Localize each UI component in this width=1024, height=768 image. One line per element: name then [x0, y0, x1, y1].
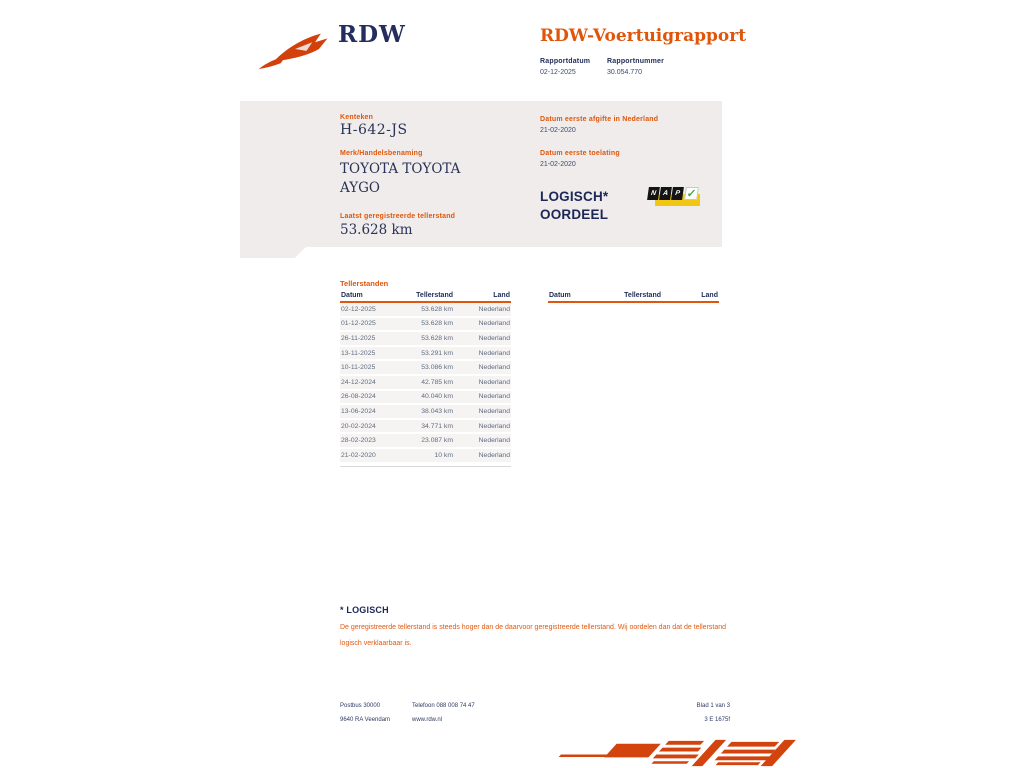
mileage-table-right: [548, 291, 719, 303]
col-tellerstand: Tellerstand: [416, 292, 453, 299]
table-cell: 53.291 km: [421, 349, 453, 357]
mileage-table-left: [340, 291, 511, 467]
table-bottom-rule: [340, 466, 511, 467]
table-cell: 34.771 km: [421, 422, 453, 430]
toelating-value: 21-02-2020: [540, 161, 576, 168]
afgifte-value: 21-02-2020: [540, 127, 576, 134]
table-cell: 21-02-2020: [341, 451, 376, 459]
table-cell: Nederland: [478, 364, 510, 372]
nap-logo: [648, 185, 702, 211]
footer-form-code: 3 E 1675f: [704, 717, 730, 723]
table-title: Tellerstanden: [340, 279, 389, 288]
report-title: RDW-Voertuigrapport: [540, 26, 747, 46]
footer-address-line1: Postbus 30000: [340, 703, 381, 709]
merk-value: TOYOTA TOYOTA AYGO: [340, 161, 461, 196]
table-cell: Nederland: [478, 320, 510, 328]
table-row: [340, 303, 511, 318]
tellerstand-label: Laatst geregistreerde tellerstand: [340, 213, 456, 220]
nap-letter-a: A: [659, 187, 672, 200]
table-cell: 53.628 km: [421, 334, 453, 342]
table-cell: 02-12-2025: [341, 305, 376, 313]
table-header-row: [548, 291, 719, 303]
report-number-value: 30.054.770: [607, 69, 643, 76]
footer-phone: Telefoon 088 008 74 47: [412, 703, 475, 709]
afgifte-label: Datum eerste afgifte in Nederland: [540, 116, 659, 123]
table-cell: Nederland: [478, 393, 510, 401]
table-cell: 13-11-2025: [341, 349, 376, 357]
table-row: [340, 405, 511, 420]
table-cell: 24-12-2024: [341, 378, 376, 386]
table-cell: 53.086 km: [421, 364, 453, 372]
table-cell: 20-02-2024: [341, 422, 376, 430]
nap-letter-n: N: [647, 187, 660, 200]
col-datum: Datum: [341, 292, 363, 299]
table-row: [340, 449, 511, 464]
table-cell: Nederland: [478, 305, 510, 313]
kenteken-value: H-642-JS: [340, 122, 408, 138]
nap-letter-p: P: [671, 187, 684, 200]
rdw-wordmark: RDW: [338, 21, 406, 48]
col-tellerstand: Tellerstand: [624, 292, 661, 299]
nap-check-icon: ✓: [684, 187, 699, 200]
footer-website: www.rdw.nl: [412, 717, 443, 723]
footer-contact: [412, 699, 475, 727]
rdw-bird-logo-icon: [256, 26, 334, 70]
table-cell: Nederland: [478, 349, 510, 357]
footer-address: [340, 699, 390, 727]
merk-label: Merk/Handelsbenaming: [340, 150, 423, 157]
table-cell: 53.628 km: [421, 320, 453, 328]
table-row: [340, 420, 511, 435]
oordeel-line2: OORDEEL: [540, 207, 609, 222]
kenteken-label: Kenteken: [340, 114, 374, 121]
table-cell: 01-12-2025: [341, 320, 376, 328]
oordeel-text: [540, 188, 608, 224]
table-body: [340, 303, 511, 464]
table-cell: 13-06-2024: [341, 407, 376, 415]
table-cell: 38.043 km: [421, 407, 453, 415]
table-row: [340, 318, 511, 333]
table-cell: 40.040 km: [421, 393, 453, 401]
table-header-row: [340, 291, 511, 303]
table-cell: Nederland: [478, 378, 510, 386]
footnote-title: * LOGISCH: [340, 605, 389, 615]
col-datum: Datum: [549, 292, 571, 299]
table-cell: Nederland: [478, 437, 510, 445]
table-cell: Nederland: [478, 451, 510, 459]
table-cell: 53.628 km: [421, 305, 453, 313]
col-land: Land: [493, 292, 510, 299]
table-cell: Nederland: [478, 407, 510, 415]
footer-address-line2: 9640 RA Veendam: [340, 717, 391, 723]
report-date-value: 02-12-2025: [540, 69, 576, 76]
table-cell: 26-11-2025: [341, 334, 376, 342]
table-row: [340, 391, 511, 406]
footnote-text: De geregistreerde tellerstand is steeds hoger dan de daarvoor geregistreerde tellerstand. Wij oordelen dan dat de tellerstand logisch verklaarbaar is.: [340, 624, 727, 647]
table-cell: 28-02-2023: [341, 437, 376, 445]
table-row: [340, 434, 511, 449]
table-cell: Nederland: [478, 334, 510, 342]
toelating-label: Datum eerste toelating: [540, 150, 620, 157]
tellerstand-value: 53.628 km: [340, 222, 413, 238]
oordeel-line1: LOGISCH*: [540, 189, 609, 204]
table-cell: 10-11-2025: [341, 364, 376, 372]
table-cell: 42.785 km: [421, 378, 453, 386]
table-cell: Nederland: [478, 422, 510, 430]
table-row: [340, 376, 511, 391]
col-land: Land: [701, 292, 718, 299]
report-number-label: Rapportnummer: [607, 58, 665, 65]
table-row: [340, 361, 511, 376]
footer-page-info: [630, 699, 730, 727]
vehicle-summary-box-tail: [240, 247, 306, 258]
report-date-label: Rapportdatum: [540, 58, 591, 65]
rdw-speedlines-graphic: [538, 736, 803, 768]
table-cell: 23.087 km: [421, 437, 453, 445]
table-row: [340, 347, 511, 362]
footer-page-number: Blad 1 van 3: [696, 703, 730, 709]
table-cell: 26-08-2024: [341, 393, 376, 401]
table-cell: 10 km: [434, 451, 453, 459]
table-row: [340, 332, 511, 347]
